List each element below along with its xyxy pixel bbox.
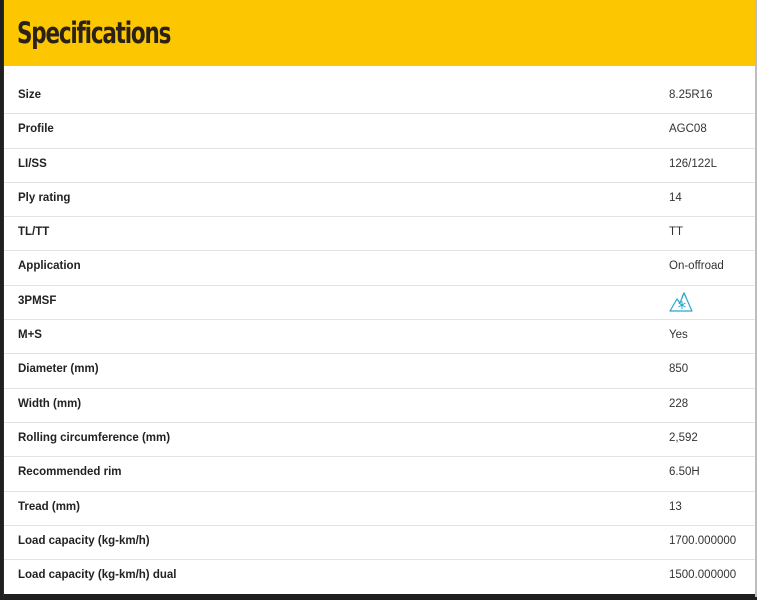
spec-row-diameter: [4, 354, 755, 388]
spec-row-tread: [4, 492, 755, 526]
spec-label: Application: [18, 260, 81, 273]
spec-value: 14: [669, 191, 682, 204]
spec-row-tl-tt: [4, 217, 755, 251]
spec-row-recommended-rim: [4, 457, 755, 491]
specifications-header: [4, 0, 755, 66]
spec-label: Load capacity (kg-km/h): [18, 534, 150, 547]
three-peak-mountain-snowflake-icon: [669, 290, 693, 315]
spec-value: 1700.000000: [669, 534, 737, 547]
spec-value: 228: [669, 397, 689, 410]
spec-row-width: [4, 389, 755, 423]
spec-value: TT: [669, 226, 684, 239]
spec-value: 850: [669, 363, 689, 376]
spec-value: AGC08: [669, 123, 707, 136]
spec-label: Profile: [18, 123, 54, 136]
spec-row-size: [4, 80, 755, 114]
spec-row-profile: [4, 114, 755, 148]
spec-value: 126/122L: [669, 157, 717, 170]
spec-label: Ply rating: [18, 191, 71, 204]
page-title: Specifications: [17, 16, 171, 50]
spec-label: Rolling circumference (mm): [18, 431, 171, 444]
spec-value: 2,592: [669, 431, 698, 444]
spec-label: Load capacity (kg-km/h) dual: [18, 569, 177, 582]
spec-label: LI/SS: [18, 157, 47, 170]
spec-row-load-capacity: [4, 526, 755, 560]
spec-label: 3PMSF: [18, 294, 57, 307]
bottom-edge: [4, 594, 755, 597]
spec-label: Tread (mm): [18, 500, 80, 513]
spec-label: M+S: [18, 329, 42, 342]
spec-value: 8.25R16: [669, 89, 713, 101]
specifications-table: [4, 80, 755, 594]
spec-value: Yes: [669, 329, 688, 342]
spec-value: 6.50H: [669, 466, 700, 479]
spec-label: Diameter (mm): [18, 363, 99, 376]
spec-label: Width (mm): [18, 397, 82, 410]
spec-row-application: [4, 251, 755, 285]
spec-value: On-offroad: [669, 260, 724, 273]
spec-value: 13: [669, 500, 682, 513]
spec-row-load-capacity-dual: [4, 560, 755, 594]
spec-label: TL/TT: [18, 226, 50, 239]
spec-row-3pmsf: [4, 286, 755, 320]
spec-row-m-s: [4, 320, 755, 354]
spec-value: 1500.000000: [669, 569, 737, 582]
spec-row-rolling-circumference: [4, 423, 755, 457]
spec-label: Size: [18, 89, 42, 101]
spec-row-li-ss: [4, 149, 755, 183]
spec-label: Recommended rim: [18, 466, 122, 479]
spec-row-ply-rating: [4, 183, 755, 217]
specifications-panel: [3, 0, 757, 597]
